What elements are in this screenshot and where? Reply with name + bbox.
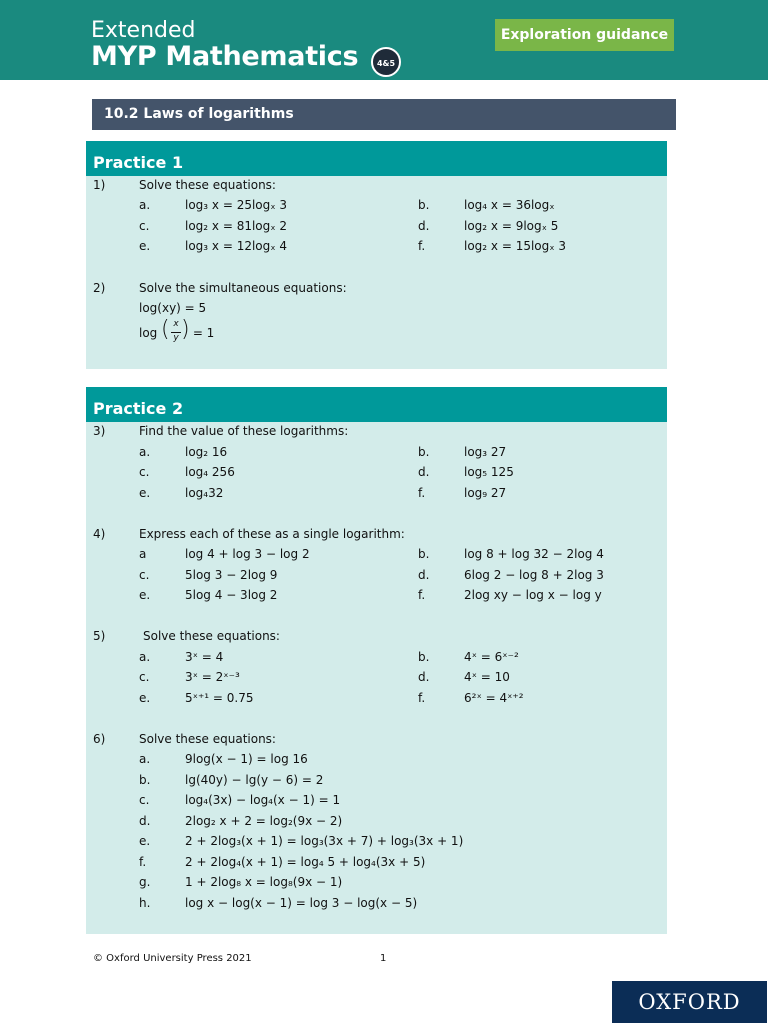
question-text: Express each of these as a single logarithm: (139, 527, 405, 541)
item-label: a (139, 547, 147, 561)
item-expression: 2 + 2log₃(x + 1) = log₃(3x + 7) + log₃(3x + 1) (185, 834, 464, 848)
item-label: f. (139, 855, 147, 869)
fraction-numerator: x (173, 319, 179, 329)
item-label: c. (139, 465, 150, 479)
item-label: b. (418, 445, 430, 459)
item-label: d. (418, 465, 430, 479)
item-expression: log₃ x = 25logₓ 3 (185, 198, 288, 212)
item-label: e. (139, 239, 151, 253)
copyright-notice: © Oxford University Press 2021 (93, 953, 252, 964)
question-number: 1) (93, 178, 106, 192)
item-expression: log₄32 (185, 486, 224, 500)
page-number: 1 (380, 953, 387, 964)
item-label: c. (139, 793, 150, 807)
item-expression: 5log 4 − 3log 2 (185, 588, 278, 602)
item-expression: 3ˣ = 2ˣ⁻³ (185, 670, 240, 684)
question-text: Solve these equations: (143, 629, 280, 643)
equation-1: log(xy) = 5 (139, 301, 207, 315)
question-text: Solve the simultaneous equations: (139, 281, 347, 295)
practice-2-title: Practice 2 (86, 387, 667, 422)
item-label: c. (139, 568, 150, 582)
item-expression: log₄(3x) − log₄(x − 1) = 1 (185, 793, 341, 807)
equation-2-result: = 1 (189, 326, 215, 340)
question-text: Solve these equations: (139, 178, 276, 192)
practice-2-panel (86, 387, 667, 934)
item-label: e. (139, 691, 151, 705)
item-expression: log₂ x = 81logₓ 2 (185, 219, 288, 233)
item-label: c. (139, 670, 150, 684)
item-label: e. (139, 588, 151, 602)
item-expression: log 8 + log 32 − 2log 4 (464, 547, 604, 561)
item-label: b. (139, 773, 151, 787)
question-number: 2) (93, 281, 106, 295)
item-expression: log₃ 27 (464, 445, 507, 459)
item-expression: log₄ x = 36logₓ (464, 198, 555, 212)
item-label: g. (139, 875, 151, 889)
item-label: d. (139, 814, 151, 828)
item-label: a. (139, 752, 151, 766)
item-expression: 6²ˣ = 4ˣ⁺² (464, 691, 524, 705)
right-paren: ) (181, 317, 190, 342)
item-label: f. (418, 486, 426, 500)
item-expression: log₅ 125 (464, 465, 514, 479)
level-badge: 4&5 (371, 47, 401, 77)
item-expression: 4ˣ = 6ˣ⁻² (464, 650, 519, 664)
item-expression: log₄ 256 (185, 465, 235, 479)
item-expression: 5log 3 − 2log 9 (185, 568, 278, 582)
practice-1-title: Practice 1 (86, 141, 667, 176)
item-label: b. (418, 198, 430, 212)
item-expression: log 4 + log 3 − log 2 (185, 547, 310, 561)
item-expression: 2log xy − log x − log y (464, 588, 602, 602)
item-expression: log x − log(x − 1) = log 3 − log(x − 5) (185, 896, 418, 910)
item-expression: 1 + 2log₈ x = log₈(9x − 1) (185, 875, 343, 889)
item-expression: 2log₂ x + 2 = log₂(9x − 2) (185, 814, 343, 828)
item-label: a. (139, 445, 151, 459)
item-expression: 5ˣ⁺¹ = 0.75 (185, 691, 254, 705)
item-expression: log₂ x = 15logₓ 3 (464, 239, 567, 253)
item-label: h. (139, 896, 151, 910)
item-label: b. (418, 547, 430, 561)
item-label: a. (139, 650, 151, 664)
item-expression: 6log 2 − log 8 + 2log 3 (464, 568, 604, 582)
item-expression: log₉ 27 (464, 486, 507, 500)
item-label: b. (418, 650, 430, 664)
equation-2-log: log (139, 326, 158, 340)
fraction-denominator: y (173, 333, 179, 343)
left-paren: ( (161, 317, 170, 342)
item-label: f. (418, 239, 426, 253)
item-label: d. (418, 219, 430, 233)
item-expression: 2 + 2log₄(x + 1) = log₄ 5 + log₄(3x + 5) (185, 855, 426, 869)
page-header (0, 0, 768, 80)
item-expression: log₃ x = 12logₓ 4 (185, 239, 288, 253)
question-number: 5) (93, 629, 106, 643)
brand-title: MYP Mathematics (91, 41, 359, 72)
question-text: Find the value of these logarithms: (139, 424, 349, 438)
item-label: c. (139, 219, 150, 233)
item-expression: log₂ 16 (185, 445, 228, 459)
question-number: 4) (93, 527, 106, 541)
item-label: d. (418, 670, 430, 684)
item-label: e. (139, 834, 151, 848)
oxford-logo: OXFORD (612, 981, 767, 1023)
question-number: 3) (93, 424, 106, 438)
question-text: Solve these equations: (139, 732, 276, 746)
item-label: e. (139, 486, 151, 500)
item-expression: log₂ x = 9logₓ 5 (464, 219, 559, 233)
practice-1-panel (86, 141, 667, 369)
item-label: f. (418, 588, 426, 602)
item-label: f. (418, 691, 426, 705)
section-title: 10.2 Laws of logarithms (92, 99, 676, 130)
item-expression: 3ˣ = 4 (185, 650, 224, 664)
item-label: d. (418, 568, 430, 582)
item-label: a. (139, 198, 151, 212)
item-expression: lg(40y) − lg(y − 6) = 2 (185, 773, 324, 787)
item-expression: 4ˣ = 10 (464, 670, 510, 684)
question-number: 6) (93, 732, 106, 746)
brand-extended: Extended (91, 18, 196, 43)
item-expression: 9log(x − 1) = log 16 (185, 752, 308, 766)
exploration-guidance-button[interactable]: Exploration guidance (495, 19, 674, 51)
